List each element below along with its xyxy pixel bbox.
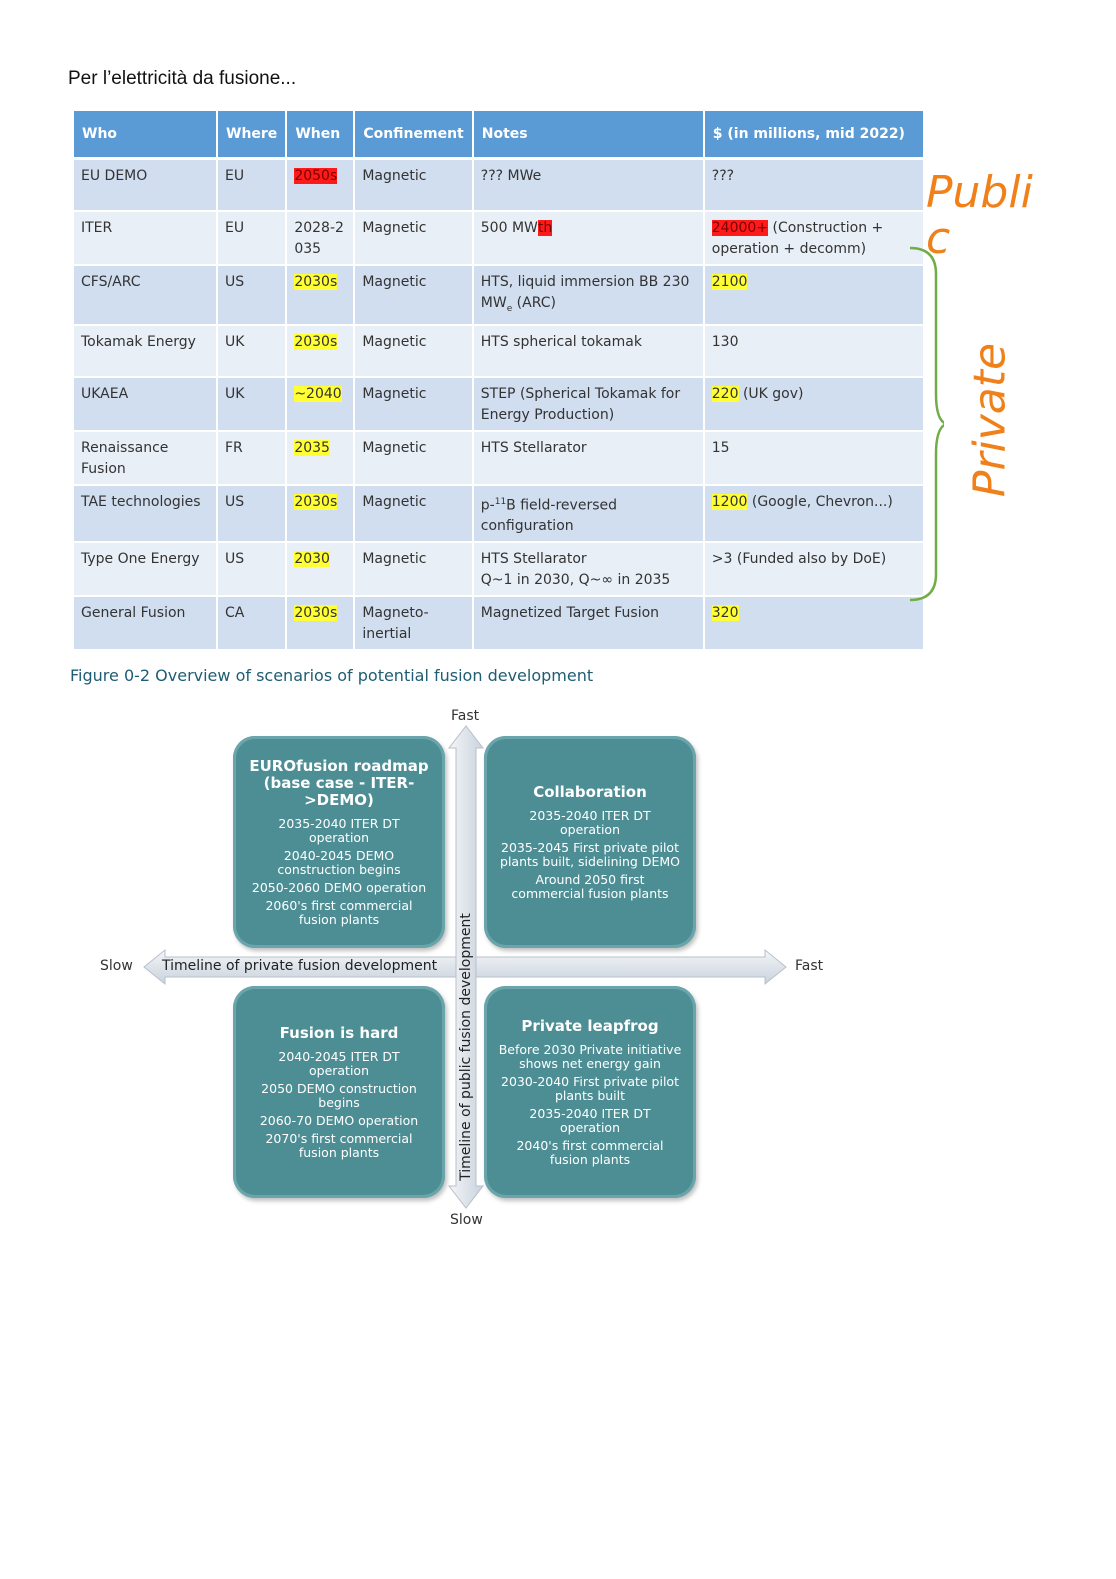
col-who: Who: [74, 111, 216, 160]
cell-cost: ???: [705, 160, 923, 212]
cell-where: EU: [218, 160, 285, 212]
cell-confinement: Magnetic: [355, 486, 471, 544]
when-highlight: 2050s: [294, 168, 338, 184]
quadrant-title: Collaboration: [533, 782, 647, 801]
quadrant-line: 2060-70 DEMO operation: [259, 1112, 419, 1128]
public-annotation: Publi c: [926, 167, 1033, 264]
cell-confinement: Magnetic: [355, 432, 471, 486]
quadrant-title: EUROfusion roadmap (base case - ITER->DEMO): [249, 756, 429, 809]
col-confinement: Confinement: [355, 111, 471, 160]
axis-bottom-label: Slow: [450, 1212, 483, 1228]
cell-where: FR: [218, 432, 285, 486]
when-highlight: 2030: [294, 551, 330, 568]
quadrant-collaboration: [484, 736, 696, 948]
cost-rest: (Google, Chevron...): [747, 493, 893, 510]
notes-prefix: p-: [480, 497, 495, 514]
intro-text: Per l’elettricità da fusione...: [68, 68, 297, 89]
notes-text: B field-reversed configuration: [480, 497, 617, 535]
when-highlight: 2030s: [294, 274, 338, 290]
cell-who: UKAEA: [74, 378, 216, 432]
cell-notes: STEP (Spherical Tokamak for Energy Production): [474, 378, 703, 432]
quadrant-line: 2070's first commercial fusion plants: [265, 1130, 413, 1160]
cell-confinement: Magnetic: [355, 378, 471, 432]
quadrant-line: Around 2050 first commercial fusion plants: [511, 871, 669, 901]
quadrant-eurofusion: [233, 736, 445, 948]
cell-where: US: [218, 266, 285, 326]
quadrant-line: 2035-2040 ITER DT operation: [278, 815, 400, 845]
col-cost: $ (in millions, mid 2022): [705, 111, 923, 160]
cell-cost: 15: [705, 432, 923, 486]
quadrant-fusion-is-hard: [233, 986, 445, 1198]
quadrant-line: 2050 DEMO construction begins: [261, 1080, 417, 1110]
notes-tail: (ARC): [512, 295, 556, 311]
cell-confinement: Magnetic: [355, 266, 471, 326]
quadrant-line: 2030-2040 First private pilot plants built: [501, 1073, 679, 1103]
cell-where: UK: [218, 378, 285, 432]
notes-line2: Q~1 in 2030, Q~∞ in 2035: [480, 572, 671, 589]
col-where: Where: [218, 111, 285, 160]
vertical-axis-title: Timeline of public fusion development: [458, 913, 474, 1181]
col-when: When: [287, 111, 353, 160]
quadrant-line: 2035-2040 ITER DT operation: [529, 1105, 651, 1135]
figure-caption: Figure 0-2 Overview of scenarios of potential fusion development: [70, 666, 594, 685]
cell-who: Type One Energy: [74, 543, 216, 597]
quadrant-title: Fusion is hard: [279, 1023, 399, 1042]
col-notes: Notes: [474, 111, 703, 160]
cell-where: US: [218, 486, 285, 544]
cost-highlight: 24000+: [711, 220, 769, 236]
notes-subscript: e: [506, 303, 513, 314]
cell-who: General Fusion: [74, 597, 216, 651]
quadrant-line: 2060's first commercial fusion plants: [265, 897, 413, 927]
cell-when: 2028-2035: [287, 212, 353, 266]
cost-highlight: 320: [711, 605, 739, 622]
quadrant-line: 2040's first commercial fusion plants: [516, 1137, 664, 1167]
cost-highlight: 2100: [711, 274, 748, 290]
quadrant-line: 2035-2045 First private pilot plants built, sidelining DEMO: [500, 839, 680, 869]
cell-who: CFS/ARC: [74, 266, 216, 326]
notes-superscript: 11: [494, 496, 507, 507]
cell-notes: Magnetized Target Fusion: [474, 597, 703, 651]
notes-highlight: th: [537, 220, 553, 236]
notes-text: HTS Stellarator: [480, 551, 587, 568]
private-annotation: Private: [964, 342, 1016, 498]
quadrant-private-leapfrog: [484, 986, 696, 1198]
cell-notes: HTS Stellarator: [474, 432, 703, 486]
cell-confinement: Magneto-inertial: [355, 597, 471, 651]
cell-cost: 130: [705, 326, 923, 378]
cell-notes: HTS spherical tokamak: [474, 326, 703, 378]
quadrant-line: 2040-2045 DEMO construction begins: [277, 847, 401, 877]
when-highlight: 2030s: [294, 605, 338, 622]
horizontal-axis-title: Timeline of private fusion development: [162, 958, 438, 974]
axis-top-label: Fast: [451, 708, 480, 724]
cell-notes: ??? MWe: [474, 160, 703, 212]
when-highlight: 2030s: [294, 333, 338, 350]
cost-rest: (Construction + operation + decomm): [711, 220, 884, 257]
cell-who: ITER: [74, 212, 216, 266]
axis-right-label: Fast: [795, 958, 824, 974]
when-highlight: 2030s: [294, 493, 338, 510]
cell-where: EU: [218, 212, 285, 266]
cell-where: US: [218, 543, 285, 597]
quadrant-title: Private leapfrog: [521, 1016, 659, 1035]
notes-text: HTS, liquid immersion BB 230 MW: [480, 274, 690, 311]
cost-highlight: 220: [711, 385, 739, 402]
quadrant-line: Before 2030 Private initiative shows net energy gain: [498, 1041, 682, 1071]
cell-who: TAE technologies: [74, 486, 216, 544]
cell-who: EU DEMO: [74, 160, 216, 212]
cost-highlight: 1200: [711, 493, 748, 510]
quadrant-line: 2050-2060 DEMO operation: [251, 879, 427, 895]
when-highlight: 2035: [294, 439, 330, 456]
notes-text: 500 MW: [480, 220, 538, 236]
cell-who: Renaissance Fusion: [74, 432, 216, 486]
cell-confinement: Magnetic: [355, 212, 471, 266]
cell-cost: >3 (Funded also by DoE): [705, 543, 923, 597]
cell-confinement: Magnetic: [355, 326, 471, 378]
cell-where: CA: [218, 597, 285, 651]
axis-left-label: Slow: [100, 958, 133, 974]
cost-rest: (UK gov): [738, 385, 804, 402]
quadrant-line: 2035-2040 ITER DT operation: [529, 807, 651, 837]
cell-confinement: Magnetic: [355, 543, 471, 597]
cell-where: UK: [218, 326, 285, 378]
cell-confinement: Magnetic: [355, 160, 471, 212]
cell-who: Tokamak Energy: [74, 326, 216, 378]
quadrant-line: 2040-2045 ITER DT operation: [278, 1048, 400, 1078]
when-highlight: ~2040: [294, 385, 342, 402]
